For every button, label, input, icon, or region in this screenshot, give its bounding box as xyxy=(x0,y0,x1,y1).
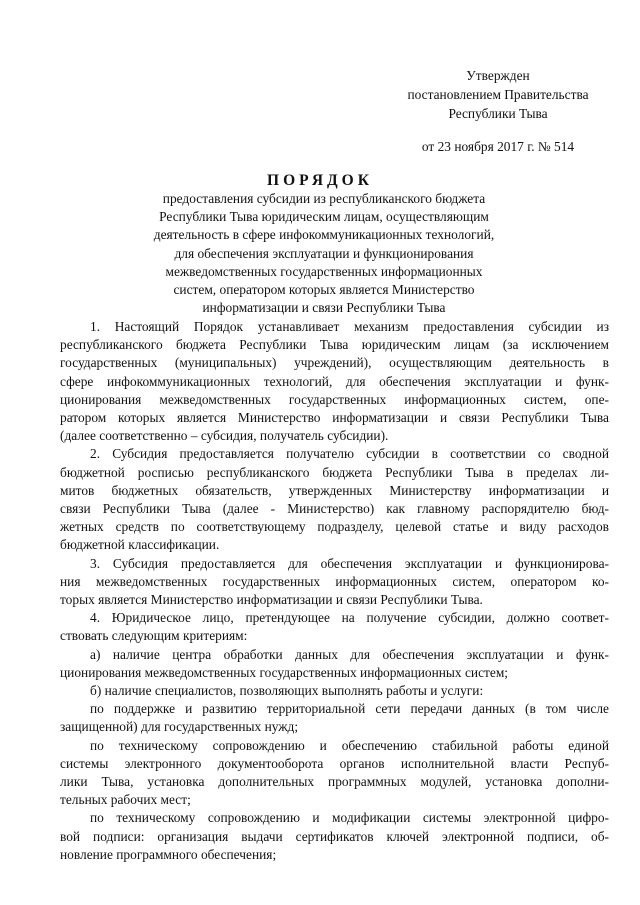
text-line: государственных (муниципальных) учреждений), осуществляющим деятельность в xyxy=(60,355,609,371)
text-line: ционирования межведомственных государственных информационных систем; xyxy=(60,664,509,680)
paragraph-4 xyxy=(60,609,609,645)
subtitle-line: систем, оператором которых является Министерство xyxy=(173,282,475,298)
text-line: ния межведомственных государственных информационных систем, оператором ко- xyxy=(60,573,609,589)
subtitle-line: предоставления субсидии из республиканского бюджета xyxy=(162,191,486,206)
paragraph-2 xyxy=(60,445,609,554)
text-line: связи Республики Тыва (далее - Министерство) как главному распорядителю бюд- xyxy=(60,501,609,517)
text-line: а) наличие центра обработки данных для обеспечения эксплуатации и функ- xyxy=(90,646,609,662)
text-line: торых является Министерство информатизации и связи Республики Тыва. xyxy=(60,592,483,608)
paragraph-network xyxy=(60,700,609,736)
text-line: сфере инфокоммуникационных технологий, для обеспечения эксплуатации и функ- xyxy=(60,373,609,389)
text-line: бюджетной росписью республиканского бюджета Республики Тыва в пределах ли- xyxy=(60,464,609,480)
text-line: жетных средств по соответствующему подразделу, целевой статье и виду расходов xyxy=(60,519,609,535)
paragraph-signature xyxy=(60,809,609,864)
text-line: ратором которых является Министерство информатизации и связи Республики Тыва xyxy=(60,410,609,426)
text-line: защищенной) для государственных нужд; xyxy=(60,719,299,735)
text-line: б) наличие специалистов, позволяющих выполнять работы и услуги: xyxy=(90,683,484,699)
text-line: 4. Юридическое лицо, претендующее на получение субсидии, должно соответ- xyxy=(90,610,609,626)
text-line: по техническому сопровождению и модификации системы электронной цифро- xyxy=(90,810,609,826)
approval-block xyxy=(398,66,598,156)
text-line: (далее соответственно – субсидия, получатель субсидии). xyxy=(60,428,389,444)
paragraph-4a xyxy=(60,646,609,682)
text-line: системы электронного документооборота органов исполнительной власти Респуб- xyxy=(60,755,609,771)
document-title: ПОРЯДОК xyxy=(267,172,373,189)
text-line: бюджетной классификации. xyxy=(60,537,220,553)
approval-line-approved: Утвержден xyxy=(466,68,530,83)
approval-line-republic: Республики Тыва xyxy=(448,106,548,121)
text-line: вой подписи: организация выдачи сертификатов ключей электронной подписи, об- xyxy=(60,828,609,844)
text-line: новление программного обеспечения; xyxy=(60,846,277,862)
text-line: тельных рабочих мест; xyxy=(60,792,191,808)
document-body xyxy=(60,318,609,864)
approval-date: от 23 ноября 2017 г. № 514 xyxy=(421,139,575,154)
subtitle-line: информатизации и связи Республики Тыва xyxy=(202,300,446,316)
paragraph-3 xyxy=(60,555,609,610)
text-line: 2. Субсидия предоставляется получателю субсидии в соответствии со сводной xyxy=(90,446,609,462)
document-subtitle xyxy=(110,190,538,317)
subtitle-line: межведомственных государственных информационных xyxy=(165,263,483,279)
text-line: по техническому сопровождению и обеспечению стабильной работы единой xyxy=(90,737,609,753)
text-line: по поддержке и развитию территориальной сети передачи данных (в том числе xyxy=(90,701,609,717)
text-line: митов бюджетных обязательств, утвержденных Министерству информатизации и xyxy=(60,482,609,498)
subtitle-line: деятельность в сфере инфокоммуникационных технологий, xyxy=(153,227,495,243)
text-line: 1. Настоящий Порядок устанавливает механизм предоставления субсидии из xyxy=(90,319,609,334)
paragraph-edms xyxy=(60,737,609,810)
text-line: лики Тыва, установка дополнительных программных модулей, установка дополни- xyxy=(60,774,609,790)
paragraph-1 xyxy=(60,318,609,445)
text-line: республиканского бюджета Республики Тыва юридическим лицам (за исключением xyxy=(60,337,609,353)
text-line: 3. Субсидия предоставляется для обеспечения эксплуатации и функционирова- xyxy=(90,555,609,571)
subtitle-line: Республики Тыва юридическим лицам, осуществляющим xyxy=(159,209,489,225)
text-line: ствовать следующим критериям: xyxy=(60,628,248,644)
text-line: ционирования межведомственных государственных информационных систем, опе- xyxy=(60,391,609,407)
subtitle-line: для обеспечения эксплуатации и функционирования xyxy=(174,245,474,261)
approval-line-resolution: постановлением Правительства xyxy=(407,87,589,102)
paragraph-4b xyxy=(60,682,609,700)
